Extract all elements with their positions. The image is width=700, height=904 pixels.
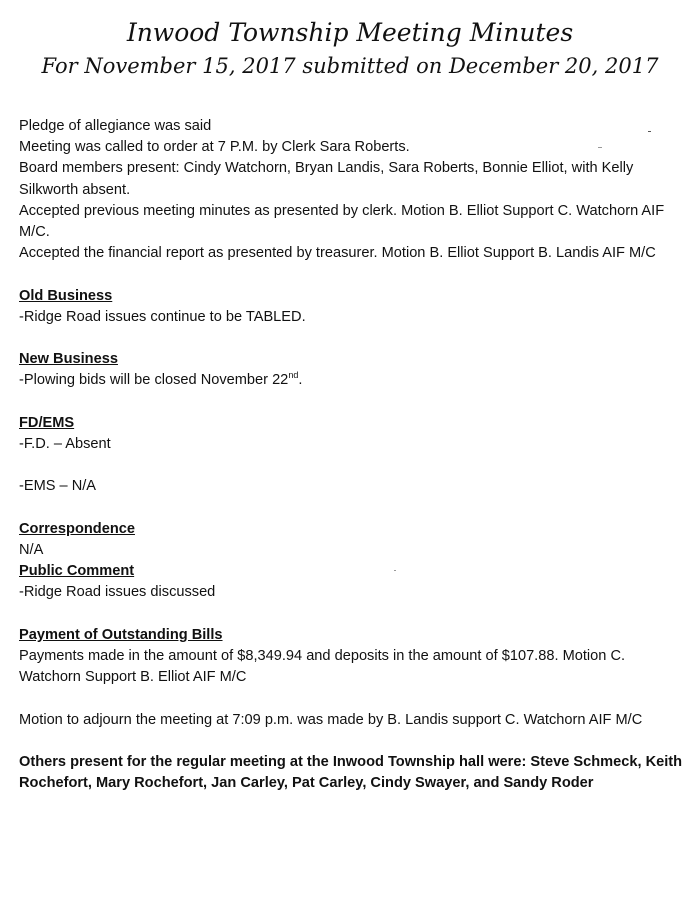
new-business-item xyxy=(19,370,684,391)
ordinal-suffix: nd xyxy=(288,370,299,381)
spacer xyxy=(19,455,684,476)
financial-report-line: Accepted the financial report as presented by treasurer. Motion B. Elliot Support B. Landis AIF M/C xyxy=(19,245,656,262)
new-business-heading: New Business xyxy=(19,351,118,368)
bills-item: Payments made in the amount of $8,349.94 and deposits in the amount of $107.88. Motion C. Watchorn Support B. Elliot AIF M/C xyxy=(19,647,626,686)
new-business-item-text: -Plowing bids will be closed November 22 xyxy=(19,372,289,389)
old-business-item: -Ridge Road issues continue to be TABLED. xyxy=(19,308,306,325)
document-subtitle: For November 15, 2017 submitted on December 20, 2017 xyxy=(41,54,659,78)
ems-item: -EMS – N/A xyxy=(19,478,97,495)
spacer xyxy=(19,688,684,709)
new-business-item-end: . xyxy=(298,372,303,389)
document-title: Inwood Township Meeting Minutes xyxy=(126,18,574,47)
others-present-item: Others present for the regular meeting at the Inwood Township hall were: Steve Schmeck, Keith Rochefort, Mary Rochefort, Jan Carley, Pat Carley, Cindy Swayer, and Sandy Roder xyxy=(19,753,683,792)
previous-minutes-line: Accepted previous meeting minutes as presented by clerk. Motion B. Elliot Support C. Watchorn AIF M/C. xyxy=(19,202,665,241)
public-comment-item: -Ridge Road issues discussed xyxy=(19,584,216,601)
minutes-body xyxy=(19,116,684,794)
correspondence-item: N/A xyxy=(19,541,44,558)
call-to-order-line: Meeting was called to order at 7 P.M. by Clerk Sara Roberts. xyxy=(19,139,410,156)
correspondence-heading: Correspondence xyxy=(19,520,135,537)
spacer xyxy=(19,328,684,349)
adjourn-item: Motion to adjourn the meeting at 7:09 p.m. was made by B. Landis support C. Watchorn AIF M/C xyxy=(19,711,643,728)
bills-heading: Payment of Outstanding Bills xyxy=(19,626,223,643)
spacer xyxy=(19,392,684,413)
fd-item: -F.D. – Absent xyxy=(19,436,111,452)
pledge-line: Pledge of allegiance was said xyxy=(19,118,212,134)
spacer xyxy=(19,264,684,285)
spacer xyxy=(19,604,684,625)
board-members-line: Board members present: Cindy Watchorn, Bryan Landis, Sara Roberts, Bonnie Elliot, with Kelly Silkworth absent. xyxy=(19,160,634,198)
spacer xyxy=(19,731,684,752)
spacer xyxy=(19,498,684,519)
public-comment-heading: Public Comment xyxy=(19,563,135,580)
fd-ems-heading: FD/EMS xyxy=(19,414,75,431)
old-business-heading: Old Business xyxy=(19,287,113,304)
